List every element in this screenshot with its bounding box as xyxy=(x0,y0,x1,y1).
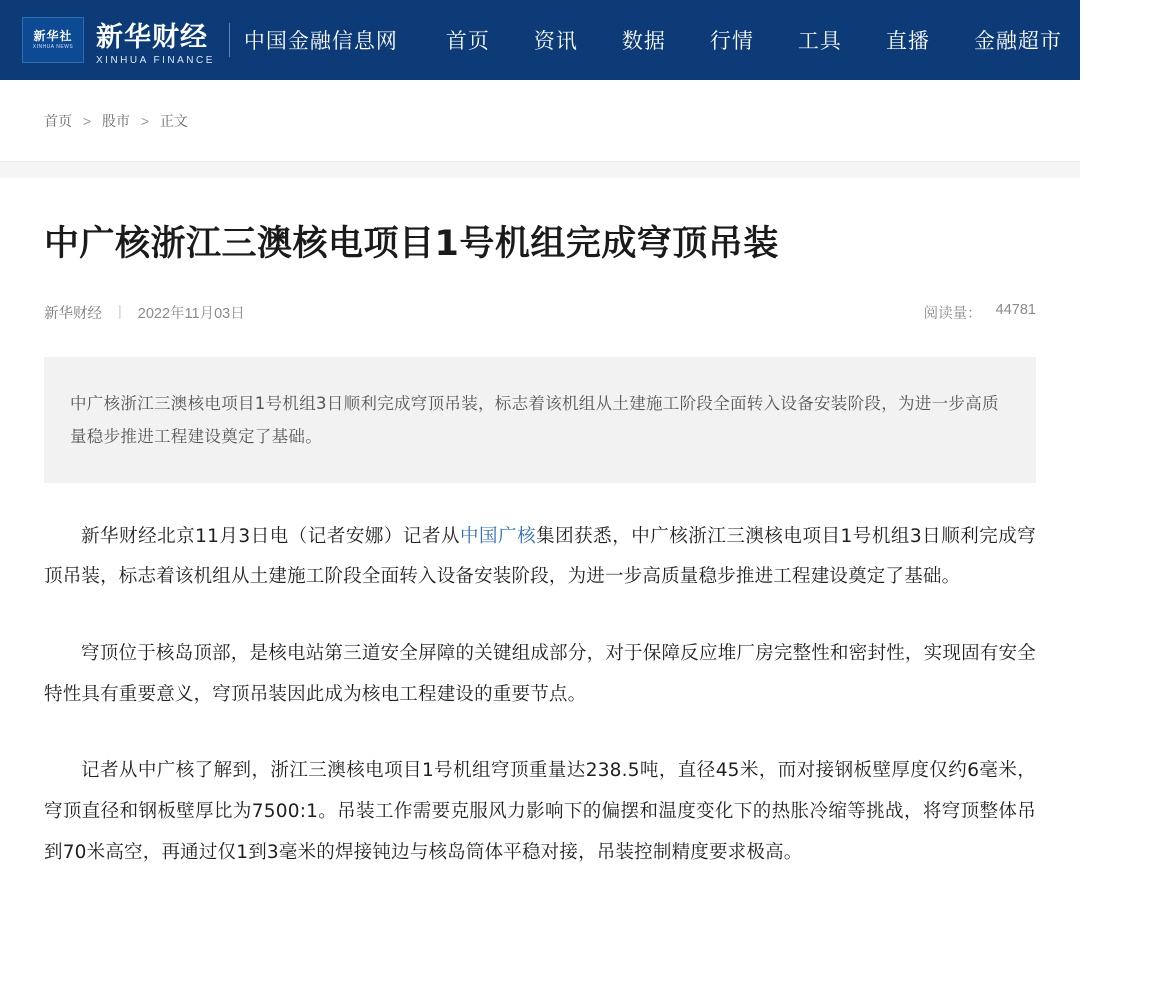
site-logo[interactable] xyxy=(22,15,424,66)
breadcrumb-separator: > xyxy=(82,112,92,129)
nav-menu xyxy=(424,25,1172,55)
article-paragraph-2: 穹顶位于核岛顶部，是核电站第三道安全屏障的关键组成部分，对于保障反应堆厂房完整性和密封性，实现固有安全特性具有重要意义，穹顶吊装因此成为核电工程建设的重要节点。 xyxy=(44,642,1036,705)
breadcrumb-item-stocks[interactable]: 股市 xyxy=(101,112,130,129)
view-count-value: 44781 xyxy=(995,301,1036,318)
top-navigation-bar xyxy=(0,0,1150,80)
article-container xyxy=(0,178,1080,893)
article-date: 2022年11月03日 xyxy=(137,305,245,322)
page-background xyxy=(0,162,1080,893)
breadcrumb-item-current: 正文 xyxy=(159,112,188,129)
breadcrumb-separator: > xyxy=(140,112,150,129)
article-paragraph-3: 记者从中广核了解到，浙江三澳核电项目1号机组穹顶重量达238.5吨，直径45米，而对接钢板壁厚度仅约6毫米，穹顶直径和钢板壁厚比为7500:1。吊装工作需要克服风力影响下的偏摆和温度变化下的热胀冷缩等挑战，将穹顶整体吊到70米高空，再通过仅1到3毫米的焊接钝边与核岛筒体平稳对接，吊装控制精度要求极高。 xyxy=(44,760,1036,863)
view-count-group xyxy=(924,302,1036,323)
nav-item-financial-mall[interactable]: 金融超市 xyxy=(973,30,1062,53)
nav-item-home[interactable]: 首页 xyxy=(445,30,490,53)
article-paragraph-1 xyxy=(44,517,1036,598)
nav-item-data[interactable]: 数据 xyxy=(621,30,666,53)
logo-divider xyxy=(229,23,230,57)
page-title: 中广核浙江三澳核电项目1号机组完成穹顶吊装 xyxy=(44,224,779,264)
nav-item-market[interactable]: 行情 xyxy=(709,30,754,53)
paragraph-1-lead: 新华财经北京11月3日电（记者安娜）记者从 xyxy=(81,525,460,547)
paragraph-1-tail: 集团获悉，中广核浙江三澳核电项目1号机组3日顺利完成穹顶吊装，标志着该机组从土建施工阶段全面转入设备安装阶段，为进一步高质量稳步推进工程建设奠定了基础。 xyxy=(44,525,1036,588)
badge-cn-text: 新华社 xyxy=(33,29,73,44)
logo-word-en: XINHUA FINANCE xyxy=(96,54,215,66)
view-count-label: 阅读量： xyxy=(923,305,982,322)
nav-item-news[interactable]: 资讯 xyxy=(533,30,578,53)
article-meta xyxy=(44,302,1036,345)
breadcrumb-item-home[interactable]: 首页 xyxy=(44,112,72,129)
article-source: 新华财经 xyxy=(44,305,102,322)
xinhua-news-badge-icon xyxy=(22,17,84,63)
meta-divider: | xyxy=(118,304,122,320)
badge-en-text: XINHUA NEWS xyxy=(32,43,74,50)
xinhua-finance-wordmark xyxy=(96,15,215,66)
nav-item-live[interactable]: 直播 xyxy=(885,30,930,53)
site-name-label: 中国金融信息网 xyxy=(243,30,398,53)
logo-word-zh: 新华财经 xyxy=(96,21,208,53)
article-summary: 中广核浙江三澳核电项目1号机组3日顺利完成穹顶吊装，标志着该机组从土建施工阶段全面转入设备安装阶段，为进一步高质量稳步推进工程建设奠定了基础。 xyxy=(44,357,1036,483)
article-body xyxy=(44,517,1036,874)
nav-item-tools[interactable]: 工具 xyxy=(797,30,842,53)
breadcrumb-bar xyxy=(0,80,1080,162)
inline-link-cgn[interactable]: 中国广核 xyxy=(460,525,537,547)
breadcrumb xyxy=(0,111,188,131)
nav-item-investor-education[interactable]: 投教 xyxy=(1105,30,1150,53)
